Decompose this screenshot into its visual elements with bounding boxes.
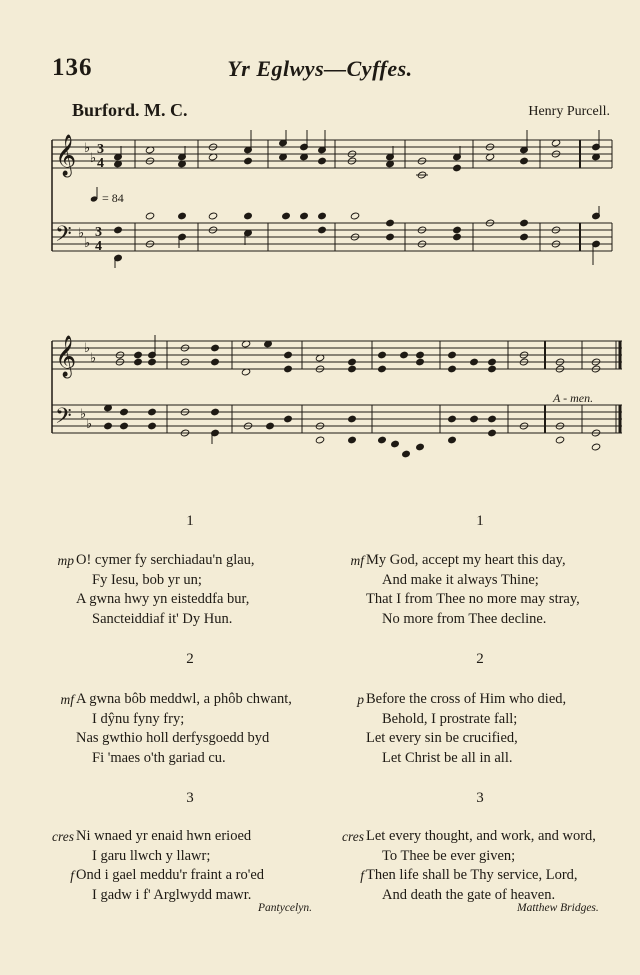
verse-line-text: I dŷnu fyny fry; [92, 710, 185, 727]
verse-line [76, 749, 292, 769]
verse-line [366, 590, 580, 610]
verse-line [366, 847, 596, 867]
verse-line-text: I garu llwch y llawr; [92, 847, 211, 864]
system-1-treble-staff [52, 140, 612, 168]
treble-clef-1: 𝄞 [55, 135, 77, 176]
verse-line-text: Then life shall be Thy service, Lord, [366, 867, 578, 883]
verse-line [76, 571, 255, 591]
notes-system-1-treble [114, 130, 601, 179]
tempo-marking [90, 187, 124, 205]
verse-line [76, 710, 292, 730]
verse-line-text: Let every thought, and work, and word, [366, 828, 596, 844]
verse-line [366, 571, 580, 591]
verse-line [360, 866, 596, 886]
time-signature-top: 3 [97, 142, 104, 157]
verse-line [357, 690, 567, 710]
verse-line-text: To Thee be ever given; [382, 847, 516, 864]
bass-clef-2: 𝄢 [55, 404, 72, 434]
dynamic-marking: f [360, 868, 364, 883]
welsh-stanza-1-number: 1 [186, 513, 194, 529]
flat-sign: ♭ [78, 226, 85, 241]
verse-line-text: Sancteiddiaf it' Dy Hun. [92, 610, 233, 627]
verse-line [52, 827, 264, 847]
verse-line-text: Before the cross of Him who died, [366, 691, 567, 707]
verse-line-text: No more from Thee decline. [382, 610, 547, 627]
dynamic-marking: f [70, 868, 74, 883]
verse-line [60, 690, 292, 710]
flat-sign: ♭ [86, 417, 93, 432]
verse-line-text: Let Christ be all in all. [382, 749, 513, 766]
welsh-stanza-3 [52, 827, 265, 905]
flat-sign: ♭ [80, 407, 87, 422]
welsh-stanza-1 [57, 551, 255, 629]
verse-line-text: Ond i gael meddu'r fraint a ro'ed [76, 867, 265, 883]
flat-sign: ♭ [90, 351, 97, 366]
verse-line [366, 710, 566, 730]
english-attribution: Matthew Bridges. [517, 902, 599, 914]
flat-sign: ♭ [84, 141, 91, 156]
verse-line-text: Fy Iesu, bob yr un; [92, 571, 202, 588]
english-stanza-2 [357, 690, 567, 768]
amen-text: A - men. [553, 391, 594, 405]
composer: Henry Purcell. [528, 104, 610, 119]
verse-line-text: That I from Thee no more may stray, [366, 591, 580, 607]
verse-line-text: And make it always Thine; [382, 571, 539, 588]
welsh-stanza-3-number: 3 [186, 790, 194, 806]
english-stanza-3-number: 3 [476, 790, 484, 806]
verse-line [366, 729, 566, 749]
verse-line [350, 551, 580, 571]
time-signature-bottom: 4 [97, 156, 104, 171]
bass-clef-1: 𝄢 [55, 222, 72, 252]
dynamic-marking: mp [57, 553, 74, 568]
verse-line [76, 610, 255, 630]
verse-line-text: A gwna bôb meddwl, a phôb chwant, [76, 691, 292, 707]
verse-line-text: Let every sin be crucified, [366, 730, 518, 746]
tempo-value: = 84 [102, 191, 124, 205]
welsh-stanza-2-number: 2 [186, 651, 194, 667]
dynamic-marking: p [357, 692, 364, 707]
section-title: Yr Eglwys—Cyffes. [227, 56, 413, 81]
verse-line [76, 590, 255, 610]
music-score [0, 0, 640, 470]
verse-line [366, 610, 580, 630]
verse-line-text: My God, accept my heart this day, [366, 552, 566, 568]
page-number: 136 [52, 54, 93, 81]
verse-line-text: O! cymer fy serchiadau'n glau, [76, 552, 255, 568]
english-stanza-2-number: 2 [476, 651, 484, 667]
time-signature-top: 3 [95, 225, 102, 240]
verse-line [342, 827, 596, 847]
english-stanza-3 [342, 827, 596, 905]
english-stanza-1 [350, 551, 580, 629]
time-signature-bottom: 4 [95, 239, 102, 254]
verse-line-text: And death the gate of heaven. [382, 886, 556, 903]
verse-line-text: I gadw i f' Arglwydd mawr. [92, 886, 252, 903]
verse-line [366, 749, 566, 769]
english-stanza-1-number: 1 [476, 513, 484, 529]
dynamic-marking: mf [350, 553, 364, 568]
verse-line [76, 847, 264, 867]
welsh-stanza-2 [60, 690, 292, 768]
flat-sign: ♭ [84, 341, 91, 356]
verse-line [76, 729, 292, 749]
verse-line-text: Nas gwthio holl derfysgoedd byd [76, 730, 270, 746]
verse-line [70, 866, 265, 886]
verse-line-text: A gwna hwy yn eisteddfa bur, [76, 591, 250, 607]
verse-line-text: Fi 'maes o'th gariad cu. [92, 749, 226, 766]
system-2-bass-staff [52, 405, 622, 433]
verse-line-text: Ni wnaed yr enaid hwn erioed [76, 828, 252, 844]
treble-clef-2: 𝄞 [55, 336, 77, 377]
dynamic-marking: mf [60, 692, 74, 707]
tune-name: Burford. M. C. [72, 100, 188, 120]
flat-sign: ♭ [90, 151, 97, 166]
dynamic-marking: cres [342, 829, 364, 844]
verse-line-text: Behold, I prostrate fall; [382, 710, 518, 727]
verse-line [57, 551, 255, 571]
flat-sign: ♭ [84, 236, 91, 251]
welsh-attribution: Pantycelyn. [258, 902, 312, 914]
verse-line [76, 886, 264, 906]
dynamic-marking: cres [52, 829, 74, 844]
